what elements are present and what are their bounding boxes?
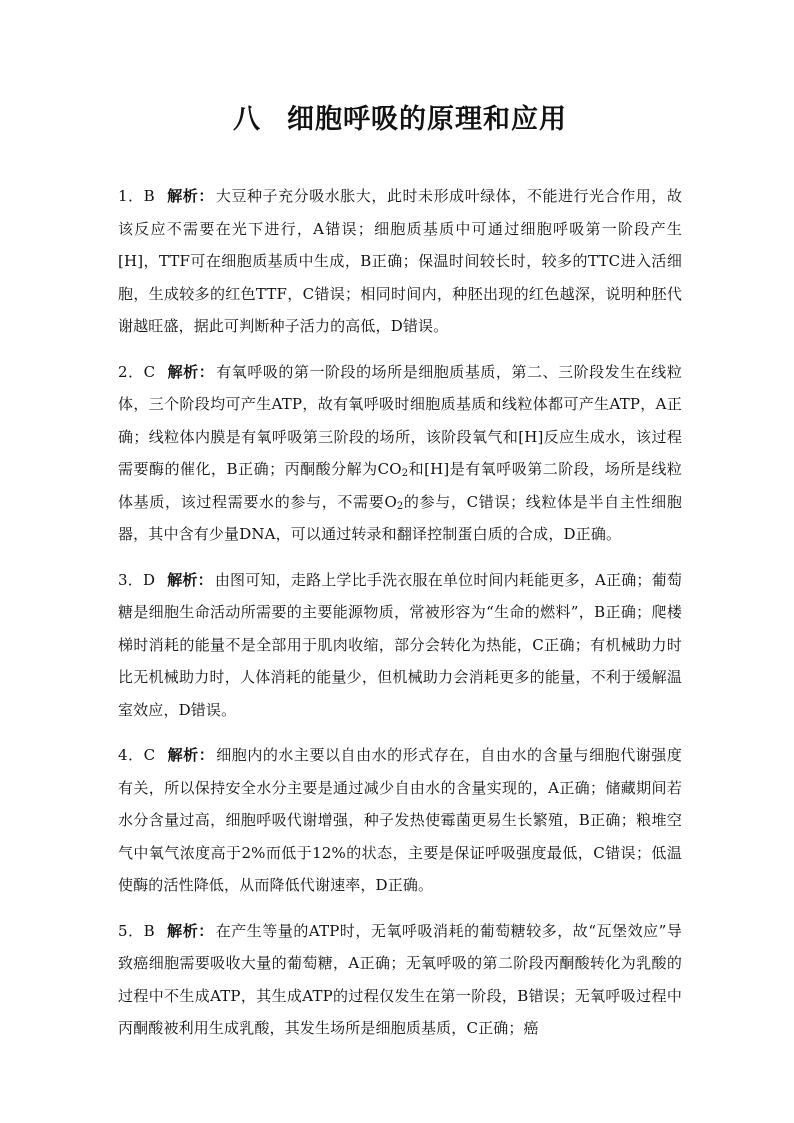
subscript: 2 bbox=[401, 468, 409, 479]
question-number: 3．D bbox=[118, 570, 156, 589]
analysis-text: 有氧呼吸的第一阶段的场所是细胞质基质，第二、三阶段发生在线粒体，三个阶段均可产生ATP，故有氧呼吸时细胞质基质和线粒体都可产生ATP，A正确；线粒体内膜是有氧呼吸第三阶段的场所，该阶段氧气和[H]反应生成水，该过程需要酶的催化，B正确；丙酮酸分解为CO bbox=[118, 362, 682, 478]
question-number: 4．C bbox=[118, 746, 156, 764]
question-number: 2．C bbox=[118, 362, 156, 381]
analysis-label: 解析： bbox=[166, 921, 214, 940]
answer-item-3 bbox=[118, 564, 682, 727]
analysis-label: 解析： bbox=[167, 362, 215, 381]
analysis-text: 的参与，C错误；线粒体是半自主性细胞器，其中含有少量DNA，可以通过转录和翻译控制蛋白质的合成，D正确。 bbox=[118, 492, 682, 543]
analysis-text: 和[H]是有氧呼吸第二阶段，场所是线粒体基质，该过程需要水的参与，不需要O bbox=[118, 460, 682, 511]
answer-item-1 bbox=[118, 180, 682, 343]
answer-item-5 bbox=[118, 915, 682, 1045]
analysis-text: 细胞内的水主要以自由水的形式存在，自由水的含量与细胞代谢强度有关，所以保持安全水分主要是通过减少自由水的含量实现的，A正确；储藏期间若水分含量过高，细胞呼吸代谢增强，种子发热使霉菌更易生长繁殖，B正确；粮堆空气中氧气浓度高于2%而低于12%的状态，主要是保证呼吸强度最低，C错误；低温使酶的活性降低，从而降低代谢速率，D正确。 bbox=[118, 746, 682, 894]
subscript: 2 bbox=[396, 500, 404, 512]
analysis-label: 解析： bbox=[167, 570, 213, 589]
answer-item-4 bbox=[118, 739, 682, 902]
answer-item-2 bbox=[118, 356, 682, 551]
analysis-text: 大豆种子充分吸水胀大，此时未形成叶绿体，不能进行光合作用，故该反应不需要在光下进行，A错误；细胞质基质中可通过细胞呼吸第一阶段产生[H]，TTF可在细胞质基质中生成，B正确；保温时间较长时，较多的TTC进入活细胞，生成较多的红色TTF，C错误；相同时间内，种胚出现的红色越深，说明种胚代谢越旺盛，据此可判断种子活力的高低，D错误。 bbox=[118, 187, 682, 335]
question-number: 5．B bbox=[118, 921, 155, 940]
analysis-text: 由图可知，走路上学比手洗衣服在单位时间内耗能更多，A正确；葡萄糖是细胞生命活动所需要的主要能源物质，常被形容为“生命的燃料”，B正确；爬楼梯时消耗的能量不是全部用于肌肉收缩，部分会转化为热能，C正确；有机械助力时比无机械助力时，人体消耗的能量少，但机械助力会消耗更多的能量，不利于缓解温室效应，D错误。 bbox=[118, 570, 682, 719]
title-number: 八 bbox=[233, 104, 261, 135]
page-title bbox=[118, 92, 682, 140]
analysis-label: 解析： bbox=[166, 187, 214, 205]
title-text: 细胞呼吸的原理和应用 bbox=[287, 104, 567, 135]
analysis-label: 解析： bbox=[167, 746, 215, 764]
answer-list bbox=[118, 180, 682, 1045]
question-number: 1．B bbox=[118, 187, 155, 205]
analysis-text: 在产生等量的ATP时，无氧呼吸消耗的葡萄糖较多，故“瓦堡效应”导致癌细胞需要吸收大量的葡萄糖，A正确；无氧呼吸的第二阶段丙酮酸转化为乳酸的过程中不生成ATP，其生成ATP的过程仅发生在第一阶段，B错误；无氧呼吸过程中丙酮酸被利用生成乳酸，其发生场所是细胞质基质，C正确；癌 bbox=[118, 921, 682, 1037]
